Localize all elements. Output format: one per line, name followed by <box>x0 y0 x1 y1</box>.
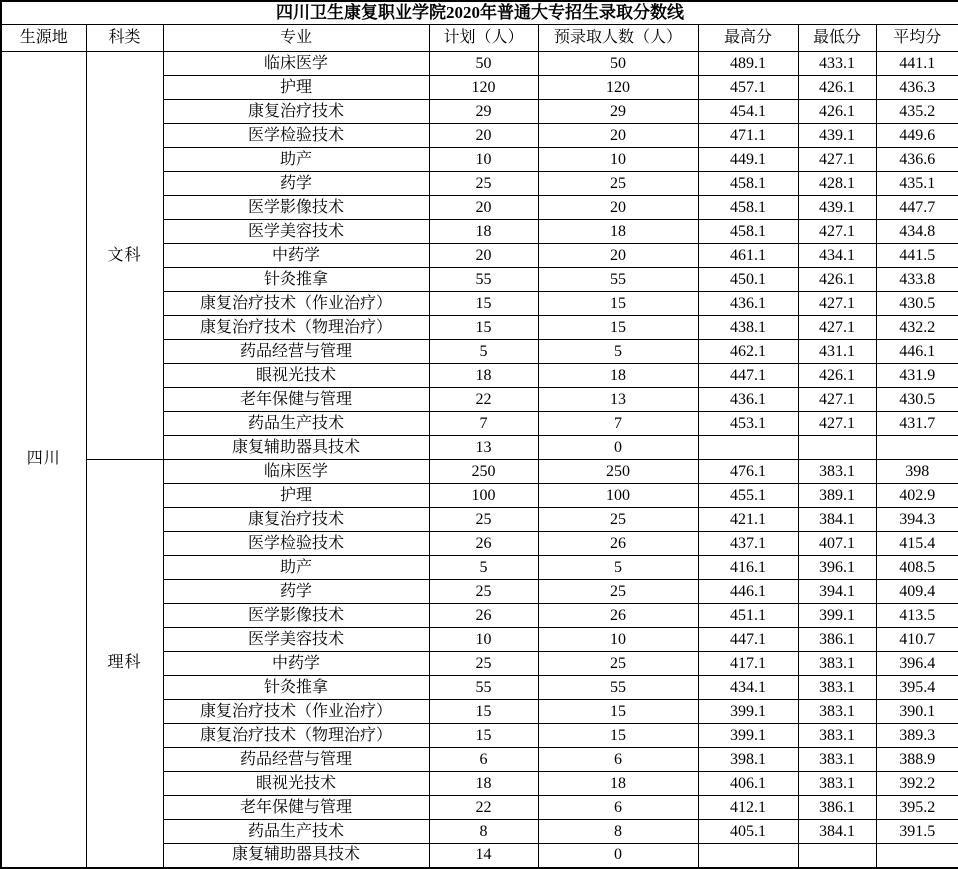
cell-max-score: 434.1 <box>698 676 798 700</box>
cell-pre-admitted: 20 <box>538 124 698 148</box>
cell-plan: 6 <box>429 748 538 772</box>
cell-pre-admitted: 55 <box>538 676 698 700</box>
cell-plan: 55 <box>429 676 538 700</box>
cell-min-score: 384.1 <box>798 508 876 532</box>
cell-plan: 7 <box>429 412 538 436</box>
cell-max-score: 421.1 <box>698 508 798 532</box>
cell-max-score: 489.1 <box>698 52 798 76</box>
cell-pre-admitted: 26 <box>538 532 698 556</box>
col-header-max-score: 最高分 <box>698 25 798 52</box>
cell-plan: 8 <box>429 820 538 844</box>
cell-major: 中药学 <box>163 652 429 676</box>
cell-min-score: 383.1 <box>798 652 876 676</box>
category-cell-liberal-arts: 文科 <box>86 52 163 460</box>
cell-min-score: 427.1 <box>798 148 876 172</box>
cell-plan: 29 <box>429 100 538 124</box>
cell-min-score: 383.1 <box>798 700 876 724</box>
cell-major: 针灸推拿 <box>163 676 429 700</box>
cell-min-score: 428.1 <box>798 172 876 196</box>
cell-major: 康复治疗技术（物理治疗） <box>163 316 429 340</box>
cell-major: 针灸推拿 <box>163 268 429 292</box>
cell-min-score: 383.1 <box>798 748 876 772</box>
cell-pre-admitted: 15 <box>538 700 698 724</box>
cell-plan: 25 <box>429 508 538 532</box>
cell-max-score: 458.1 <box>698 196 798 220</box>
cell-min-score: 434.1 <box>798 244 876 268</box>
cell-avg-score: 413.5 <box>876 604 958 628</box>
cell-max-score <box>698 844 798 868</box>
cell-pre-admitted: 10 <box>538 148 698 172</box>
cell-avg-score: 430.5 <box>876 292 958 316</box>
cell-min-score: 426.1 <box>798 100 876 124</box>
cell-avg-score: 430.5 <box>876 388 958 412</box>
cell-plan: 120 <box>429 76 538 100</box>
cell-pre-admitted: 25 <box>538 508 698 532</box>
cell-plan: 250 <box>429 460 538 484</box>
cell-min-score: 399.1 <box>798 604 876 628</box>
cell-major: 药品经营与管理 <box>163 748 429 772</box>
cell-major: 康复治疗技术（作业治疗） <box>163 700 429 724</box>
cell-avg-score: 436.6 <box>876 148 958 172</box>
cell-pre-admitted: 18 <box>538 364 698 388</box>
cell-major: 康复治疗技术（作业治疗） <box>163 292 429 316</box>
title-row <box>1 1 958 25</box>
cell-plan: 15 <box>429 292 538 316</box>
cell-major: 助产 <box>163 556 429 580</box>
cell-min-score <box>798 844 876 868</box>
cell-min-score: 384.1 <box>798 820 876 844</box>
cell-max-score: 405.1 <box>698 820 798 844</box>
cell-major: 药品生产技术 <box>163 820 429 844</box>
cell-major: 眼视光技术 <box>163 364 429 388</box>
cell-max-score: 437.1 <box>698 532 798 556</box>
cell-max-score: 438.1 <box>698 316 798 340</box>
col-header-category: 科类 <box>86 25 163 52</box>
page-title: 四川卫生康复职业学院2020年普通大专招生录取分数线 <box>1 1 958 25</box>
cell-plan: 22 <box>429 796 538 820</box>
cell-pre-admitted: 6 <box>538 748 698 772</box>
cell-avg-score: 408.5 <box>876 556 958 580</box>
origin-cell: 四川 <box>1 52 86 868</box>
cell-pre-admitted: 5 <box>538 556 698 580</box>
category-cell-science: 理科 <box>86 460 163 868</box>
cell-major: 药学 <box>163 580 429 604</box>
cell-min-score: 383.1 <box>798 772 876 796</box>
cell-avg-score: 394.3 <box>876 508 958 532</box>
cell-major: 康复辅助器具技术 <box>163 844 429 868</box>
cell-max-score: 399.1 <box>698 724 798 748</box>
cell-max-score: 471.1 <box>698 124 798 148</box>
cell-major: 医学美容技术 <box>163 220 429 244</box>
cell-plan: 26 <box>429 532 538 556</box>
col-header-pre-admitted: 预录取人数（人） <box>538 25 698 52</box>
cell-max-score: 449.1 <box>698 148 798 172</box>
cell-major: 护理 <box>163 484 429 508</box>
cell-min-score: 394.1 <box>798 580 876 604</box>
cell-max-score: 458.1 <box>698 172 798 196</box>
cell-avg-score: 395.4 <box>876 676 958 700</box>
cell-plan: 10 <box>429 148 538 172</box>
cell-avg-score: 398 <box>876 460 958 484</box>
cell-max-score: 453.1 <box>698 412 798 436</box>
cell-pre-admitted: 5 <box>538 340 698 364</box>
cell-pre-admitted: 120 <box>538 76 698 100</box>
cell-avg-score: 410.7 <box>876 628 958 652</box>
cell-max-score: 399.1 <box>698 700 798 724</box>
cell-pre-admitted: 6 <box>538 796 698 820</box>
cell-min-score: 426.1 <box>798 268 876 292</box>
cell-pre-admitted: 15 <box>538 316 698 340</box>
cell-min-score: 439.1 <box>798 196 876 220</box>
col-header-avg-score: 平均分 <box>876 25 958 52</box>
col-header-origin: 生源地 <box>1 25 86 52</box>
cell-avg-score: 389.3 <box>876 724 958 748</box>
cell-min-score: 383.1 <box>798 724 876 748</box>
cell-plan: 18 <box>429 220 538 244</box>
cell-max-score: 436.1 <box>698 292 798 316</box>
cell-major: 康复治疗技术 <box>163 100 429 124</box>
cell-avg-score: 390.1 <box>876 700 958 724</box>
cell-plan: 15 <box>429 724 538 748</box>
cell-pre-admitted: 8 <box>538 820 698 844</box>
cell-avg-score: 415.4 <box>876 532 958 556</box>
cell-min-score: 427.1 <box>798 388 876 412</box>
cell-min-score: 383.1 <box>798 676 876 700</box>
cell-major: 中药学 <box>163 244 429 268</box>
cell-max-score: 476.1 <box>698 460 798 484</box>
cell-pre-admitted: 15 <box>538 724 698 748</box>
cell-pre-admitted: 26 <box>538 604 698 628</box>
cell-avg-score: 449.6 <box>876 124 958 148</box>
cell-avg-score: 447.7 <box>876 196 958 220</box>
cell-plan: 20 <box>429 196 538 220</box>
cell-avg-score: 431.7 <box>876 412 958 436</box>
cell-min-score: 396.1 <box>798 556 876 580</box>
cell-major: 康复辅助器具技术 <box>163 436 429 460</box>
cell-pre-admitted: 18 <box>538 220 698 244</box>
cell-avg-score: 432.2 <box>876 316 958 340</box>
cell-max-score: 398.1 <box>698 748 798 772</box>
cell-avg-score: 409.4 <box>876 580 958 604</box>
cell-plan: 26 <box>429 604 538 628</box>
col-header-min-score: 最低分 <box>798 25 876 52</box>
cell-plan: 14 <box>429 844 538 868</box>
cell-avg-score: 431.9 <box>876 364 958 388</box>
cell-major: 医学检验技术 <box>163 532 429 556</box>
table-row <box>1 52 958 76</box>
cell-major: 药品生产技术 <box>163 412 429 436</box>
cell-pre-admitted: 0 <box>538 436 698 460</box>
cell-max-score: 446.1 <box>698 580 798 604</box>
cell-major: 老年保健与管理 <box>163 796 429 820</box>
cell-major: 康复治疗技术（物理治疗） <box>163 724 429 748</box>
cell-major: 临床医学 <box>163 460 429 484</box>
cell-avg-score: 434.8 <box>876 220 958 244</box>
cell-min-score: 427.1 <box>798 412 876 436</box>
cell-avg-score: 402.9 <box>876 484 958 508</box>
cell-min-score: 427.1 <box>798 292 876 316</box>
cell-plan: 20 <box>429 124 538 148</box>
cell-max-score: 417.1 <box>698 652 798 676</box>
cell-plan: 25 <box>429 652 538 676</box>
cell-avg-score: 433.8 <box>876 268 958 292</box>
cell-min-score <box>798 436 876 460</box>
cell-avg-score: 441.1 <box>876 52 958 76</box>
cell-avg-score: 436.3 <box>876 76 958 100</box>
table-body <box>1 52 958 868</box>
cell-plan: 20 <box>429 244 538 268</box>
cell-avg-score: 396.4 <box>876 652 958 676</box>
cell-pre-admitted: 0 <box>538 844 698 868</box>
cell-pre-admitted: 25 <box>538 652 698 676</box>
cell-max-score: 454.1 <box>698 100 798 124</box>
cell-pre-admitted: 10 <box>538 628 698 652</box>
cell-major: 康复治疗技术 <box>163 508 429 532</box>
cell-major: 护理 <box>163 76 429 100</box>
cell-min-score: 439.1 <box>798 124 876 148</box>
cell-max-score: 412.1 <box>698 796 798 820</box>
col-header-major: 专业 <box>163 25 429 52</box>
cell-max-score: 406.1 <box>698 772 798 796</box>
cell-plan: 18 <box>429 364 538 388</box>
cell-pre-admitted: 20 <box>538 196 698 220</box>
cell-avg-score: 388.9 <box>876 748 958 772</box>
cell-avg-score: 446.1 <box>876 340 958 364</box>
cell-plan: 25 <box>429 172 538 196</box>
cell-plan: 5 <box>429 556 538 580</box>
cell-plan: 15 <box>429 316 538 340</box>
cell-pre-admitted: 55 <box>538 268 698 292</box>
cell-plan: 18 <box>429 772 538 796</box>
cell-min-score: 427.1 <box>798 220 876 244</box>
cell-min-score: 426.1 <box>798 364 876 388</box>
cell-min-score: 389.1 <box>798 484 876 508</box>
cell-major: 医学检验技术 <box>163 124 429 148</box>
cell-major: 医学美容技术 <box>163 628 429 652</box>
cell-max-score: 461.1 <box>698 244 798 268</box>
cell-avg-score: 391.5 <box>876 820 958 844</box>
cell-min-score: 386.1 <box>798 628 876 652</box>
cell-max-score <box>698 436 798 460</box>
cell-pre-admitted: 13 <box>538 388 698 412</box>
cell-max-score: 451.1 <box>698 604 798 628</box>
cell-max-score: 458.1 <box>698 220 798 244</box>
col-header-plan: 计划（人） <box>429 25 538 52</box>
cell-plan: 55 <box>429 268 538 292</box>
cell-plan: 13 <box>429 436 538 460</box>
cell-plan: 10 <box>429 628 538 652</box>
cell-pre-admitted: 20 <box>538 244 698 268</box>
cell-avg-score: 435.1 <box>876 172 958 196</box>
cell-min-score: 426.1 <box>798 76 876 100</box>
cell-avg-score: 435.2 <box>876 100 958 124</box>
cell-pre-admitted: 18 <box>538 772 698 796</box>
cell-min-score: 386.1 <box>798 796 876 820</box>
cell-min-score: 431.1 <box>798 340 876 364</box>
cell-major: 药品经营与管理 <box>163 340 429 364</box>
cell-major: 老年保健与管理 <box>163 388 429 412</box>
cell-plan: 50 <box>429 52 538 76</box>
cell-major: 医学影像技术 <box>163 604 429 628</box>
cell-pre-admitted: 15 <box>538 292 698 316</box>
cell-max-score: 436.1 <box>698 388 798 412</box>
cell-pre-admitted: 250 <box>538 460 698 484</box>
cell-max-score: 457.1 <box>698 76 798 100</box>
cell-pre-admitted: 100 <box>538 484 698 508</box>
header-row <box>1 25 958 52</box>
cell-major: 医学影像技术 <box>163 196 429 220</box>
cell-plan: 100 <box>429 484 538 508</box>
cell-pre-admitted: 7 <box>538 412 698 436</box>
cell-pre-admitted: 29 <box>538 100 698 124</box>
cell-plan: 15 <box>429 700 538 724</box>
cell-min-score: 427.1 <box>798 316 876 340</box>
cell-pre-admitted: 50 <box>538 52 698 76</box>
cell-min-score: 407.1 <box>798 532 876 556</box>
cell-max-score: 455.1 <box>698 484 798 508</box>
cell-major: 临床医学 <box>163 52 429 76</box>
cell-max-score: 450.1 <box>698 268 798 292</box>
table-row <box>1 460 958 484</box>
cell-avg-score <box>876 436 958 460</box>
cell-max-score: 447.1 <box>698 628 798 652</box>
cell-min-score: 433.1 <box>798 52 876 76</box>
cell-avg-score: 441.5 <box>876 244 958 268</box>
cell-avg-score: 392.2 <box>876 772 958 796</box>
cell-pre-admitted: 25 <box>538 172 698 196</box>
cell-pre-admitted: 25 <box>538 580 698 604</box>
cell-max-score: 416.1 <box>698 556 798 580</box>
cell-avg-score: 395.2 <box>876 796 958 820</box>
cell-max-score: 447.1 <box>698 364 798 388</box>
cell-plan: 5 <box>429 340 538 364</box>
cell-avg-score <box>876 844 958 868</box>
cell-major: 助产 <box>163 148 429 172</box>
cell-plan: 22 <box>429 388 538 412</box>
cell-max-score: 462.1 <box>698 340 798 364</box>
cell-major: 眼视光技术 <box>163 772 429 796</box>
cell-major: 药学 <box>163 172 429 196</box>
cell-min-score: 383.1 <box>798 460 876 484</box>
cell-plan: 25 <box>429 580 538 604</box>
